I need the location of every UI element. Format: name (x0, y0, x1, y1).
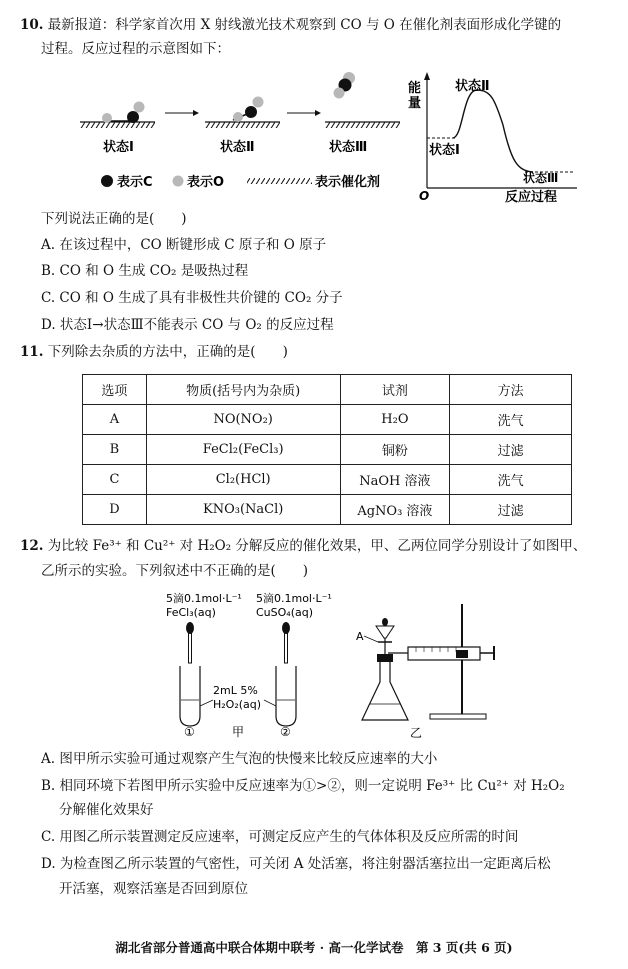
q10-energy-diagram (405, 70, 580, 205)
dropper-2 (282, 622, 290, 663)
state3-surface (325, 122, 400, 128)
iron-stand-base (430, 714, 486, 719)
table-cell: 过滤 (450, 435, 572, 465)
yi-label: 乙 (410, 726, 423, 740)
solution-label-line1: 2mL 5% (213, 684, 258, 697)
conical-flask (362, 662, 408, 720)
table-cell: 洗气 (450, 405, 572, 435)
q12-option-b-line2: 分解催化效果好 (59, 802, 154, 818)
table-header-row (83, 375, 572, 405)
q12-option-d-line2: 开活塞，观察活塞是否回到原位 (59, 881, 248, 897)
legend-carbon-dot (101, 175, 113, 187)
q10-catalyst-figure (75, 66, 405, 196)
legend-carbon-label: 表示C (117, 175, 153, 190)
table-cell: D (83, 495, 147, 525)
state1-carbon-atom (127, 111, 139, 123)
q10-option-a: A. 在该过程中，CO 断键形成 C 原子和 O 原子 (41, 237, 327, 253)
state2-carbon-atom (245, 106, 257, 118)
q10-option-c: C. CO 和 O 生成了具有非极性共价键的 CO₂ 分子 (41, 290, 343, 306)
table-row (83, 495, 572, 525)
legend-catalyst-label: 表示催化剂 (315, 175, 381, 190)
table-row (83, 435, 572, 465)
q11-number: 11. (20, 344, 44, 360)
table-cell: 洗气 (450, 465, 572, 495)
q11-table (82, 374, 572, 525)
q12-number: 12. (20, 538, 44, 554)
dropper-1 (186, 622, 194, 663)
table-cell: AgNO₃ 溶液 (340, 495, 450, 525)
tube2-label: ② (280, 725, 291, 739)
legend-oxygen-label: 表示O (187, 175, 225, 190)
q10-option-d: D. 状态Ⅰ→状态Ⅲ不能表示 CO 与 O₂ 的反应过程 (41, 317, 334, 333)
drop1-label-line2: FeCl₃(aq) (166, 606, 216, 619)
table-cell: NO(NO₂) (146, 405, 340, 435)
curve-state3-label: 状态Ⅲ (523, 171, 559, 185)
table-cell: 过滤 (450, 495, 572, 525)
solution-label-line2: H₂O₂(aq) (213, 698, 262, 711)
q12-option-a: A. 图甲所示实验可通过观察产生气泡的快慢来比较反应速率的大小 (41, 751, 438, 767)
q10-prompt: 下列说法正确的是( ) (41, 211, 187, 227)
q10-option-b: B. CO 和 O 生成 CO₂ 是吸热过程 (41, 263, 249, 279)
table-cell: B (83, 435, 147, 465)
state2-bonding-oxygen-atom (233, 112, 243, 122)
state2-surface (205, 122, 280, 128)
q12-option-d-line1: D. 为检查图乙所示装置的气密性，可关闭 A 处活塞，将注射器活塞拉出一定距离后松 (41, 856, 551, 872)
q12-figure-jia (160, 588, 332, 739)
q11-stem: 11. 下列除去杂质的方法中，正确的是( ) (20, 344, 288, 360)
state2-oxygen-atom (253, 97, 264, 108)
flask-stopper (377, 654, 393, 662)
q12-stem-line1: 12. 为比较 Fe³⁺ 和 Cu²⁺ 对 H₂O₂ 分解反应的催化效果，甲、乙两位同学分别设计了如图甲、 (20, 538, 587, 554)
legend-oxygen-dot (173, 176, 184, 187)
test-tube-2 (276, 666, 296, 726)
table-cell: KNO₃(NaCl) (146, 495, 340, 525)
q12-stem-line2: 乙所示的实验。下列叙述中不正确的是( ) (41, 563, 309, 579)
separatory-funnel (376, 626, 394, 638)
state3-label: 状态Ⅲ (329, 140, 368, 155)
state2-label: 状态Ⅱ (220, 140, 255, 155)
tube1-label: ① (184, 725, 195, 739)
energy-axis-label-2: 量 (408, 96, 422, 111)
q10-number: 10. (20, 17, 44, 33)
stand-clamp (456, 650, 468, 658)
table-row (83, 465, 572, 495)
energy-axis-label-1: 能 (408, 81, 422, 96)
syringe (408, 647, 480, 660)
drop2-label-line1: 5滴0.1mol·L⁻¹ (256, 592, 332, 605)
table-header-cell: 方法 (450, 375, 572, 405)
table-cell: Cl₂(HCl) (146, 465, 340, 495)
q10-stem-line1: 10. 最新报道：科学家首次用 X 射线激光技术观察到 CO 与 O 在催化剂表面形成化学键的 (20, 17, 562, 33)
origin-label: O (419, 189, 430, 203)
table-row (83, 405, 572, 435)
test-tube-1 (180, 666, 200, 726)
state1-oxygen-atom (134, 102, 145, 113)
table-header-cell: 物质(括号内为杂质) (146, 375, 340, 405)
table-header-cell: 试剂 (340, 375, 450, 405)
energy-curve (453, 90, 533, 172)
curve-state1-label: 状态Ⅰ (429, 143, 460, 158)
q12-option-c: C. 用图乙所示装置测定反应速率，可测定反应产生的气体体积及反应所需的时间 (41, 829, 519, 845)
page-footer: 湖北省部分普通高中联合体期中联考 · 高一化学试卷 第 3 页(共 6 页) (115, 940, 513, 955)
table-cell: A (83, 405, 147, 435)
q12-option-b-line1: B. 相同环境下若图甲所示实验中反应速率为①>②，则一定说明 Fe³⁺ 比 Cu²⁺ 对 H₂O₂ (41, 778, 565, 794)
jia-label: 甲 (232, 725, 245, 739)
curve-state2-label: 状态Ⅱ (455, 79, 490, 94)
table-cell: H₂O (340, 405, 450, 435)
x-axis-label: 反应过程 (505, 190, 558, 205)
q10-stem-line2: 过程。反应过程的示意图如下： (41, 41, 230, 57)
table-cell: NaOH 溶液 (340, 465, 450, 495)
q12-figure-yi (350, 594, 500, 739)
label-a: A (356, 630, 364, 643)
table-cell: 铜粉 (340, 435, 450, 465)
table-header-cell: 选项 (83, 375, 147, 405)
table-cell: C (83, 465, 147, 495)
state1-surface (80, 122, 155, 128)
table-cell: FeCl₂(FeCl₃) (146, 435, 340, 465)
drop1-label-line1: 5滴0.1mol·L⁻¹ (166, 592, 242, 605)
state1-label: 状态Ⅰ (103, 140, 134, 155)
drop2-label-line2: CuSO₄(aq) (256, 606, 314, 619)
state3-oxygen-atom-bottom (334, 88, 345, 99)
legend-catalyst-hatch (247, 178, 312, 184)
state1-free-oxygen-atom (102, 113, 112, 123)
